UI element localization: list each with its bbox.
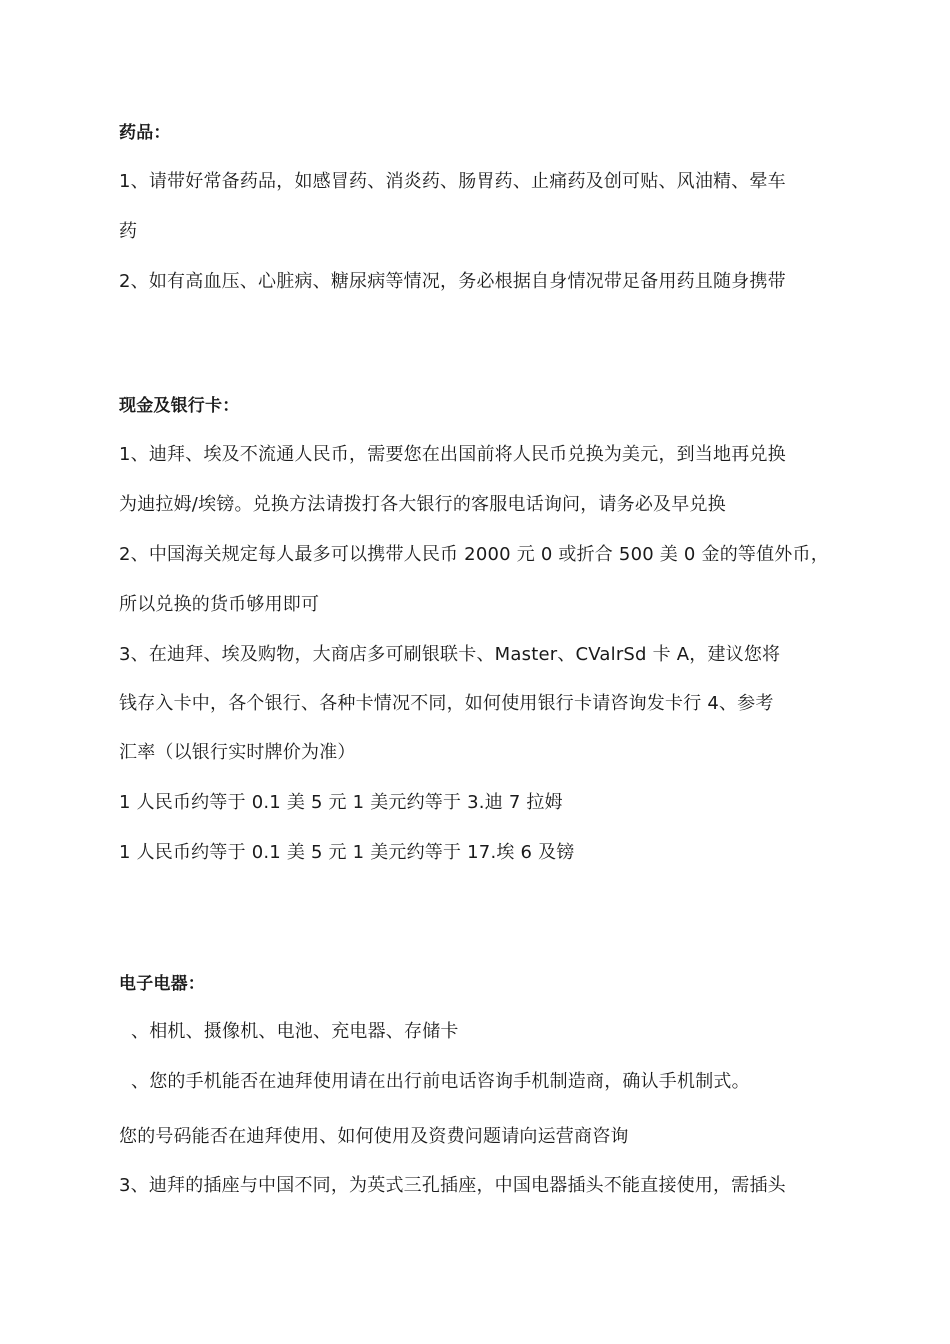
cash-line-8: 1 人民币约等于 0.1 美 5 元 1 美元约等于 3.迪 7 拉姆	[119, 792, 563, 813]
section-heading-electronics: 电子电器：	[119, 974, 205, 994]
cash-line-9: 1 人民币约等于 0.1 美 5 元 1 美元约等于 17.埃 6 及镑	[119, 842, 575, 863]
cash-line-5: 3、在迪拜、埃及购物，大商店多可刷银联卡、Master、CValrSd 卡 A，建议您将	[119, 644, 781, 665]
cash-line-6: 钱存入卡中，各个银行、各种卡情况不同，如何使用银行卡请咨询发卡行 4、参考	[119, 693, 774, 714]
electronics-line-4: 3、迪拜的插座与中国不同，为英式三孔插座，中国电器插头不能直接使用，需插头	[119, 1175, 786, 1196]
cash-line-1: 1、迪拜、埃及不流通人民币，需要您在出国前将人民币兑换为美元，到当地再兑换	[119, 444, 786, 465]
cash-line-2: 为迪拉姆/埃镑。兑换方法请拨打各大银行的客服电话询问，请务必及早兑换	[119, 494, 726, 515]
cash-line-3: 2、中国海关规定每人最多可以携带人民币 2000 元 0 或折合 500 美 0 金的等值外币，	[119, 544, 829, 565]
section-heading-cash: 现金及银行卡：	[119, 396, 240, 416]
electronics-line-3: 您的号码能否在迪拜使用、如何使用及资费问题请向运营商咨询	[119, 1126, 629, 1147]
medicine-line-1: 1、请带好常备药品，如感冒药、消炎药、肠胃药、止痛药及创可贴、风油精、晕车	[119, 171, 786, 192]
cash-line-4: 所以兑换的货币够用即可	[119, 594, 320, 615]
cash-line-7: 汇率（以银行实时牌价为准）	[119, 742, 356, 763]
section-heading-medicine: 药品：	[119, 123, 171, 143]
medicine-line-3: 2、如有高血压、心脏病、糖尿病等情况，务必根据自身情况带足备用药且随身携带	[119, 271, 786, 292]
electronics-line-2: 、您的手机能否在迪拜使用请在出行前电话咨询手机制造商，确认手机制式。	[131, 1071, 750, 1092]
electronics-line-1: 、相机、摄像机、电池、充电器、存储卡	[131, 1021, 459, 1042]
medicine-line-2: 药	[119, 221, 138, 242]
